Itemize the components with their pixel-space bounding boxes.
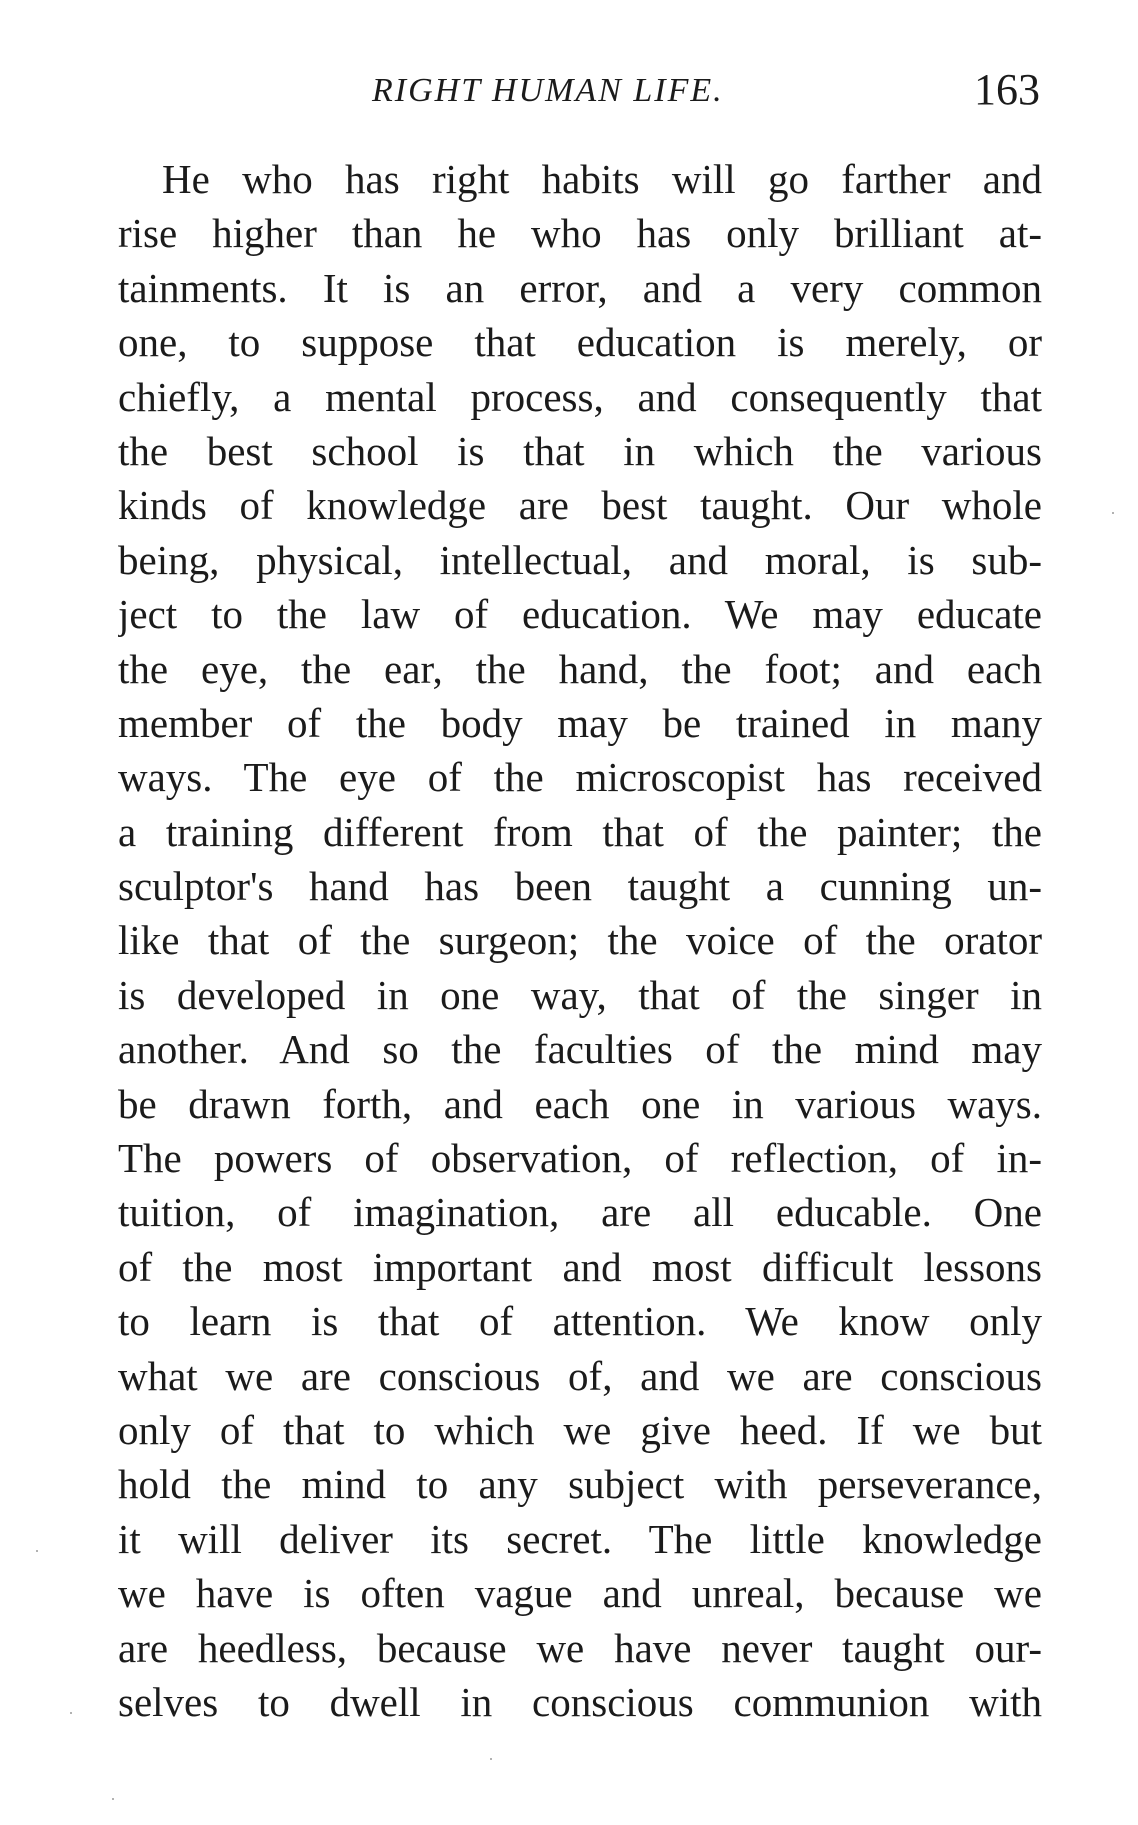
text-line: member of the body may be trained in many <box>118 699 1042 746</box>
text-line: is developed in one way, that of the singer in <box>118 971 1042 1018</box>
paper-speck <box>490 1758 492 1760</box>
running-header <box>120 64 1040 124</box>
text-line: another. And so the faculties of the mind may <box>118 1026 1042 1073</box>
text-line: selves to dwell in conscious communion with <box>118 1678 1042 1725</box>
text-line: be drawn forth, and each one in various ways. <box>118 1080 1042 1127</box>
paper-speck <box>112 1798 114 1800</box>
text-line: like that of the surgeon; the voice of the orator <box>118 917 1042 964</box>
text-line: it will deliver its secret. The little knowledge <box>118 1515 1042 1562</box>
text-line: chiefly, a mental process, and consequently that <box>118 373 1042 420</box>
text-line: being, physical, intellectual, and moral, is sub- <box>118 536 1042 583</box>
running-title: RIGHT HUMAN LIFE. <box>372 72 724 109</box>
text-line: The powers of observation, of reflection, of in- <box>118 1135 1042 1182</box>
paper-speck <box>1112 512 1114 514</box>
text-line: rise higher than he who has only brilliant at- <box>118 210 1042 257</box>
text-line: sculptor's hand has been taught a cunning un- <box>118 863 1042 910</box>
text-line: He who has right habits will go farther and <box>162 156 1042 202</box>
text-line: ways. The eye of the microscopist has received <box>118 754 1042 801</box>
page-number: 163 <box>974 65 1040 114</box>
text-line: the best school is that in which the various <box>118 427 1042 474</box>
text-line: the eye, the ear, the hand, the foot; and each <box>118 645 1042 692</box>
text-line: ject to the law of education. We may educate <box>118 591 1042 638</box>
text-line: of the most important and most difficult lessons <box>118 1243 1042 1290</box>
text-line: hold the mind to any subject with perseverance, <box>118 1461 1042 1508</box>
text-line: tuition, of imagination, are all educable. One <box>118 1189 1042 1236</box>
text-line: tainments. It is an error, and a very common <box>118 264 1042 311</box>
text-line: one, to suppose that education is merely, or <box>118 319 1042 366</box>
text-line: kinds of knowledge are best taught. Our whole <box>118 482 1042 529</box>
text-line: a training different from that of the painter; the <box>118 808 1042 855</box>
text-line: are heedless, because we have never taught our- <box>118 1624 1042 1671</box>
text-line: to learn is that of attention. We know only <box>118 1298 1042 1345</box>
paper-speck <box>70 1712 72 1714</box>
text-line: what we are conscious of, and we are conscious <box>118 1352 1042 1399</box>
text-line: only of that to which we give heed. If we but <box>118 1406 1042 1453</box>
body-text <box>118 152 1042 1729</box>
text-line: we have is often vague and unreal, because we <box>118 1570 1042 1617</box>
paper-speck <box>36 1550 38 1552</box>
